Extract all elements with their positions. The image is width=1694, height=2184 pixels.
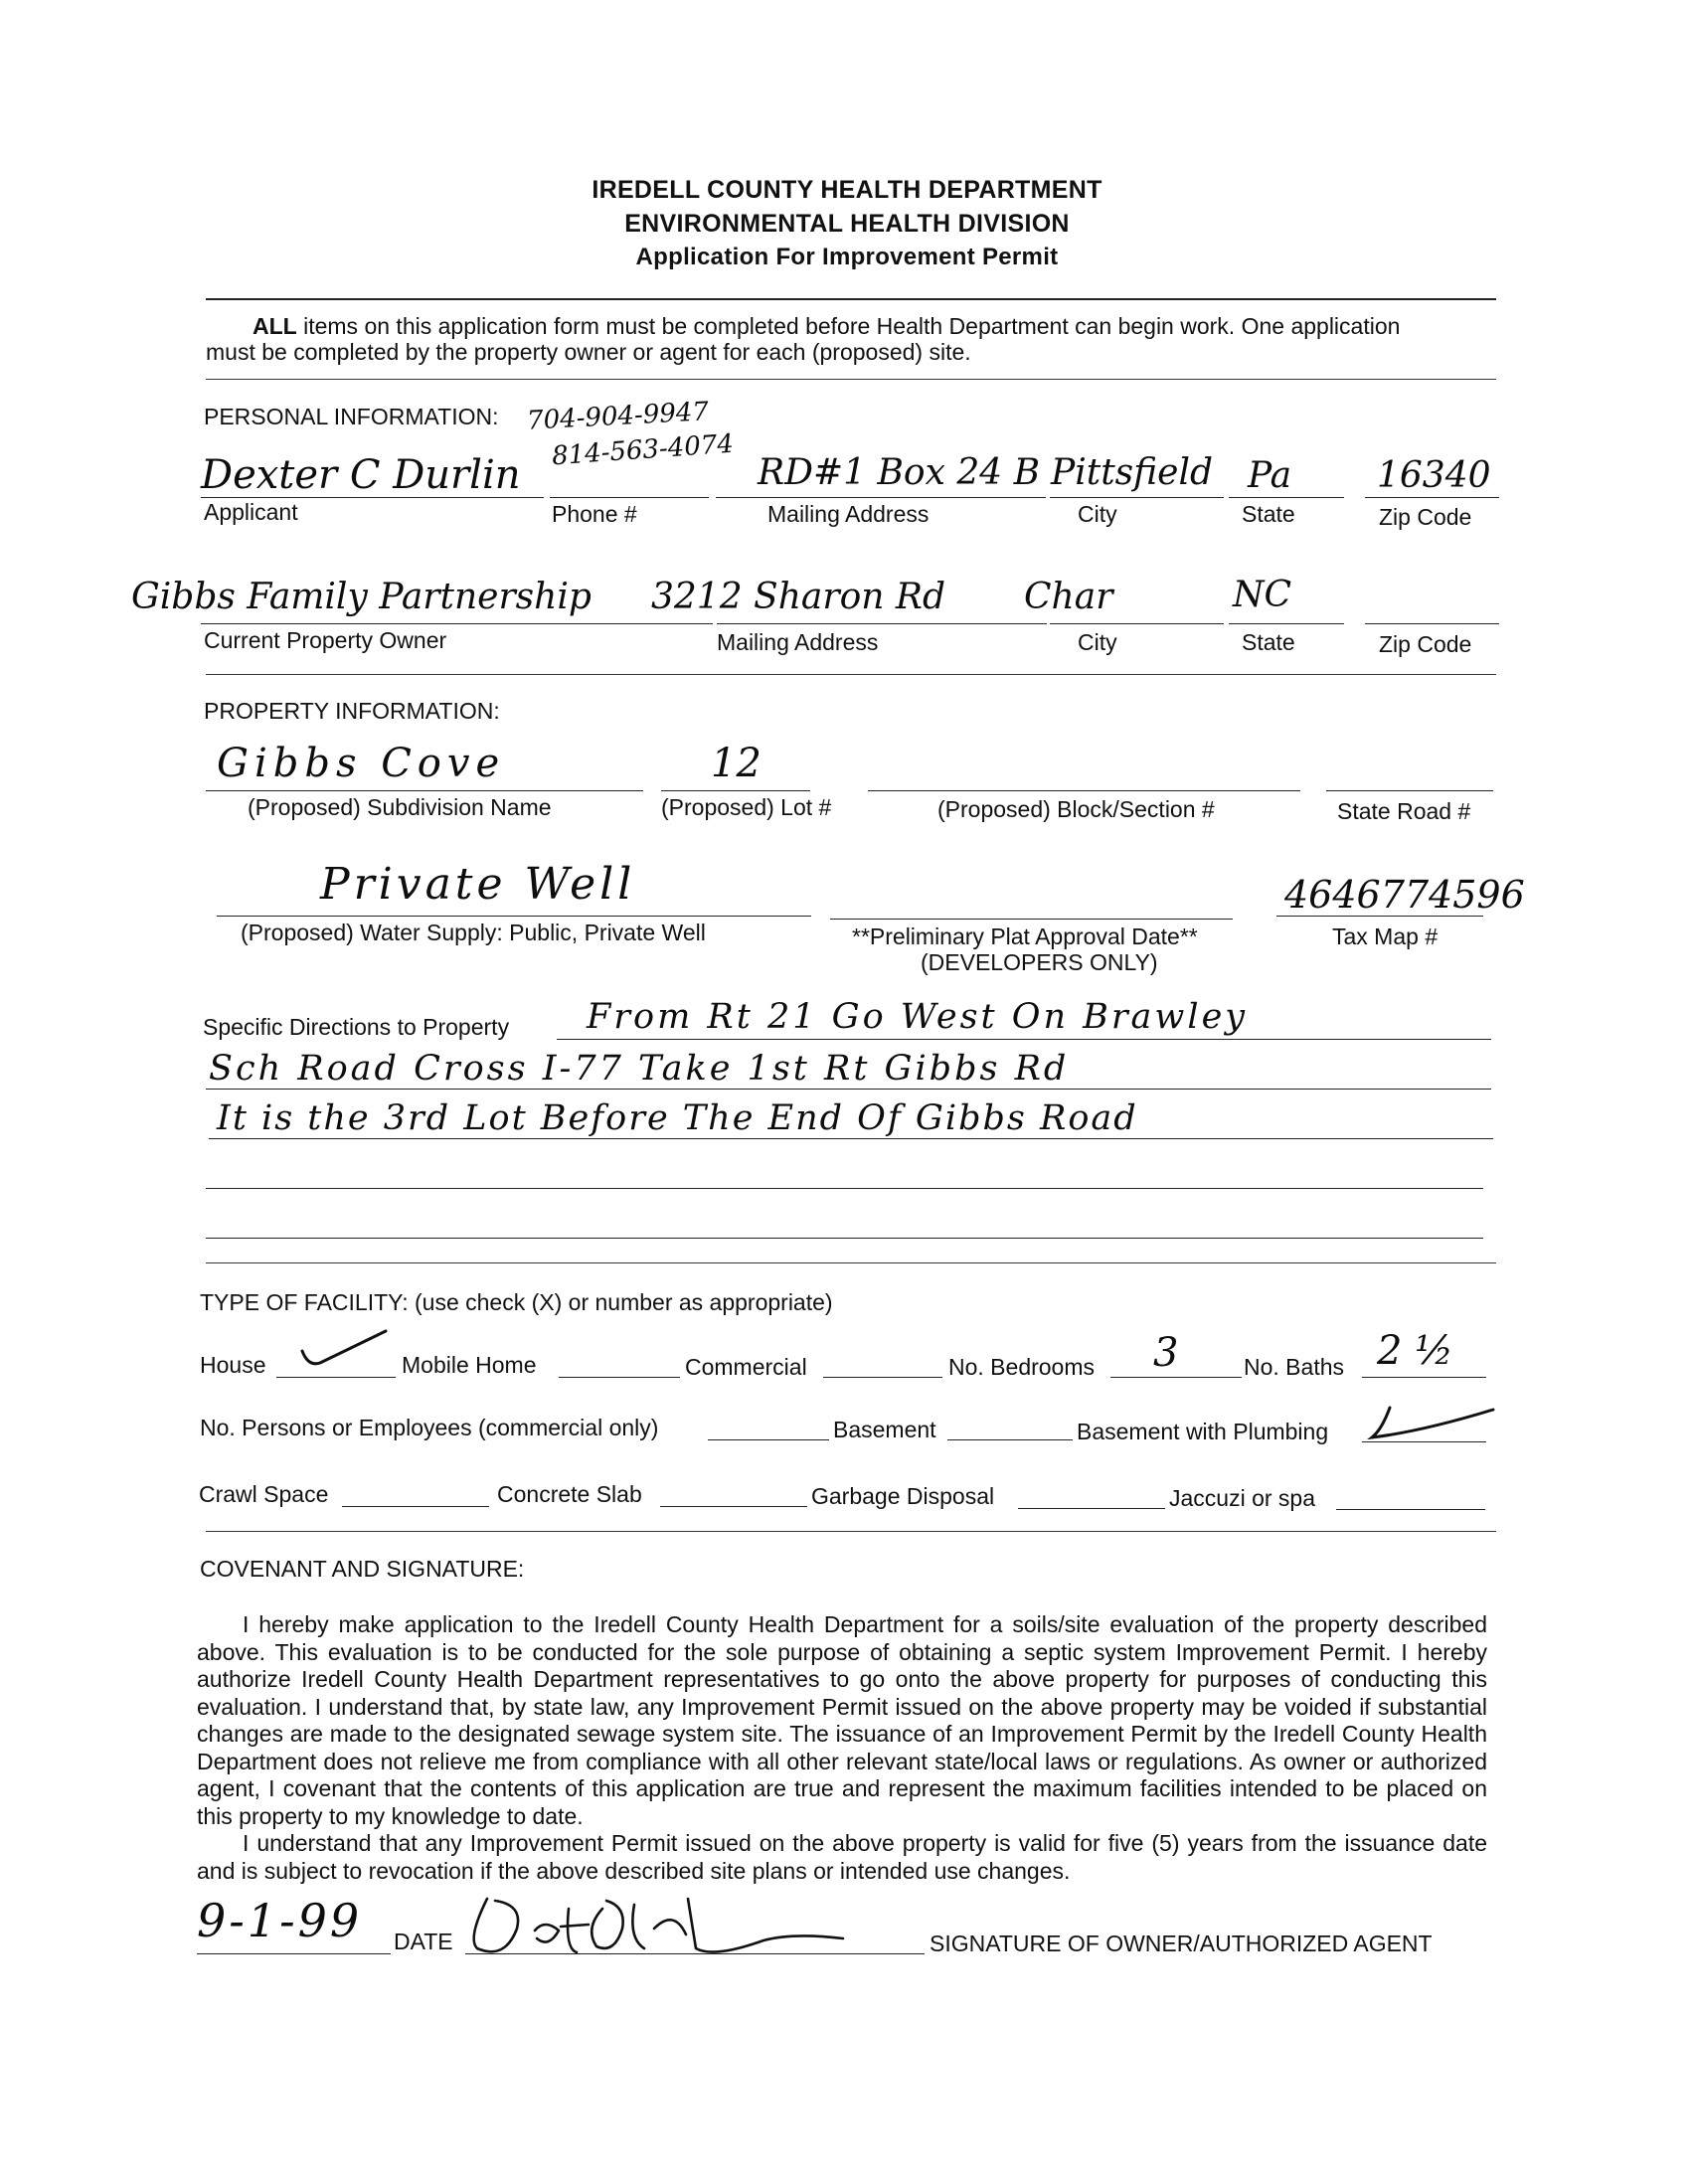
- owner-zip-label: Zip Code: [1379, 631, 1472, 657]
- instructions-rule: [206, 379, 1496, 380]
- baths-label: No. Baths: [1244, 1354, 1344, 1380]
- state-road-line: [1326, 790, 1493, 791]
- instructions-line1: [253, 313, 1400, 340]
- persons-label: No. Persons or Employees (commercial only): [200, 1415, 659, 1440]
- lot-label: (Proposed) Lot #: [661, 794, 832, 820]
- covenant-paragraph-1: I hereby make application to the Iredell County Health Department for a soils/site evaluation of the property described above. This evaluation is to be conducted for the sole purpose of obtaining a septic system Improvement Permit. I hereby authorize Iredell County Health Department representatives to go onto the above property for purposes of conducting this evaluation. I understand that, by state law, any Improvement Permit issued on the above property may be voided if substantial changes are made to the designated sewage system site. The issuance of an Improvement Permit by the Iredell County Health Department does not relieve me from compliance with all other relevant state/local laws or regulations. As owner or authorized agent, I covenant that the contents of this application are true and represent the maximum facilities intended to be placed on this property to my knowledge to date.: [197, 1611, 1487, 1829]
- basement-line: [947, 1439, 1073, 1440]
- directions-label: Specific Directions to Property: [203, 1014, 510, 1040]
- owner-state-label: State: [1242, 629, 1295, 655]
- phone-label: Phone #: [552, 501, 637, 527]
- header-rule: [206, 298, 1496, 300]
- owner-name-line: [201, 623, 713, 624]
- baths-line: [1362, 1377, 1486, 1378]
- house-line: [276, 1377, 396, 1378]
- city-label: City: [1078, 501, 1117, 527]
- plat-date-line: [830, 919, 1233, 920]
- house-checkmark[interactable]: [298, 1327, 393, 1372]
- owner-state-value[interactable]: NC: [1233, 575, 1292, 615]
- phone-value[interactable]: 814-563-4074: [551, 428, 735, 472]
- owner-mailing-line: [717, 623, 1047, 624]
- zip-line: [1365, 497, 1499, 498]
- subdivision-value[interactable]: Gibbs Cove: [217, 741, 506, 786]
- owner-state-line: [1229, 623, 1344, 624]
- date-value[interactable]: 9-1-99: [197, 1894, 363, 1947]
- directions-line2-value[interactable]: Sch Road Cross I-77 Take 1st Rt Gibbs Rd: [209, 1049, 1070, 1089]
- city-line: [1050, 497, 1224, 498]
- personal-heading: PERSONAL INFORMATION:: [204, 404, 499, 429]
- zip-value[interactable]: 16340: [1377, 455, 1491, 496]
- subdivision-line: [206, 790, 643, 791]
- owner-zip-line: [1365, 623, 1499, 624]
- directions-line3-value[interactable]: It is the 3rd Lot Before The End Of Gibbs Road: [217, 1098, 1138, 1138]
- state-value[interactable]: Pa: [1248, 455, 1292, 496]
- baths-value[interactable]: 2 ½: [1377, 1328, 1453, 1374]
- owner-city-label: City: [1078, 629, 1117, 655]
- date-label: DATE: [394, 1929, 453, 1954]
- owner-mailing-value[interactable]: 3212 Sharon Rd: [651, 577, 946, 617]
- garbage-disposal-line: [1018, 1508, 1165, 1509]
- form-title: Application For Improvement Permit: [635, 244, 1059, 270]
- water-supply-value[interactable]: Private Well: [320, 859, 636, 910]
- owner-city-line: [1050, 623, 1224, 624]
- covenant-text: [197, 1611, 1487, 1885]
- commercial-line: [823, 1377, 942, 1378]
- directions-line1-value[interactable]: From Rt 21 Go West On Brawley: [587, 997, 1249, 1037]
- instructions-line2: must be completed by the property owner or agent for each (proposed) site.: [206, 339, 971, 365]
- directions-line5: [206, 1238, 1483, 1239]
- plat-date-label: **Preliminary Plat Approval Date**: [852, 924, 1198, 949]
- crawl-space-label: Crawl Space: [199, 1481, 329, 1507]
- block-line: [868, 790, 1300, 791]
- owner-name-value[interactable]: Gibbs Family Partnership: [131, 577, 592, 617]
- mobile-home-label: Mobile Home: [402, 1352, 537, 1378]
- covenant-heading: COVENANT AND SIGNATURE:: [200, 1556, 525, 1582]
- basement-plumbing-checkmark[interactable]: [1362, 1400, 1501, 1444]
- division-title: ENVIRONMENTAL HEALTH DIVISION: [624, 210, 1070, 238]
- directions-line2: [206, 1089, 1491, 1090]
- instructions-text: items on this application form must be completed before Health Department can begin work. One application: [296, 313, 1401, 339]
- tax-map-line: [1276, 916, 1483, 917]
- concrete-slab-label: Concrete Slab: [497, 1481, 642, 1507]
- property-heading: PROPERTY INFORMATION:: [204, 698, 500, 724]
- tax-map-label: Tax Map #: [1332, 924, 1439, 949]
- zip-label: Zip Code: [1379, 504, 1472, 530]
- crawl-space-line: [342, 1506, 489, 1507]
- basement-plumbing-label: Basement with Plumbing: [1077, 1419, 1329, 1444]
- owner-label: Current Property Owner: [204, 627, 447, 653]
- covenant-paragraph-2: I understand that any Improvement Permit issued on the above property is valid for five (5) years from the issuance date and is subject to revocation if the above described site plans or intended use changes.: [197, 1830, 1487, 1884]
- jaccuzi-label: Jaccuzi or spa: [1169, 1485, 1316, 1511]
- date-line: [197, 1953, 391, 1954]
- applicant-line: [201, 497, 544, 498]
- instructions-all: ALL: [253, 313, 297, 339]
- signature-line: [465, 1953, 925, 1954]
- bedrooms-value[interactable]: 3: [1153, 1330, 1179, 1376]
- bedrooms-line: [1110, 1377, 1242, 1378]
- directions-line1: [557, 1039, 1491, 1040]
- applicant-label: Applicant: [204, 499, 298, 525]
- department-title: IREDELL COUNTY HEALTH DEPARTMENT: [592, 176, 1102, 204]
- mailing-line: [716, 497, 1046, 498]
- lot-line: [661, 790, 810, 791]
- directions-line3: [209, 1138, 1493, 1139]
- mailing-value[interactable]: RD#1 Box 24 B: [758, 452, 1041, 493]
- city-value[interactable]: Pittsfield: [1051, 452, 1214, 493]
- jaccuzi-line: [1336, 1509, 1485, 1510]
- state-line: [1229, 497, 1344, 498]
- garbage-disposal-label: Garbage Disposal: [811, 1483, 995, 1509]
- bedrooms-label: No. Bedrooms: [948, 1354, 1096, 1380]
- water-supply-label: (Proposed) Water Supply: Public, Private Well: [241, 920, 706, 945]
- owner-city-value[interactable]: Char: [1024, 577, 1113, 617]
- directions-line4: [206, 1188, 1483, 1189]
- commercial-label: Commercial: [685, 1354, 807, 1380]
- state-road-label: State Road #: [1337, 798, 1471, 824]
- water-supply-line: [217, 916, 811, 917]
- facility-rule: [206, 1531, 1496, 1532]
- phone-extra-value[interactable]: 704-904-9947: [526, 397, 710, 436]
- owner-mailing-label: Mailing Address: [717, 629, 879, 655]
- signature-label: SIGNATURE OF OWNER/AUTHORIZED AGENT: [930, 1931, 1433, 1956]
- owner-signature[interactable]: [465, 1869, 863, 1978]
- block-label: (Proposed) Block/Section #: [937, 796, 1215, 822]
- facility-heading: TYPE OF FACILITY: (use check (X) or number as appropriate): [200, 1289, 833, 1315]
- house-label: House: [200, 1352, 266, 1378]
- tax-map-value[interactable]: 4646774596: [1284, 873, 1525, 917]
- directions-rule: [206, 1262, 1496, 1263]
- subdivision-label: (Proposed) Subdivision Name: [248, 794, 552, 820]
- state-label: State: [1242, 501, 1295, 527]
- basement-label: Basement: [833, 1417, 936, 1442]
- lot-value[interactable]: 12: [711, 741, 762, 786]
- plat-note-label: (DEVELOPERS ONLY): [921, 949, 1158, 975]
- mailing-label: Mailing Address: [767, 501, 930, 527]
- phone-line: [550, 497, 709, 498]
- personal-rule: [206, 674, 1496, 675]
- applicant-value[interactable]: Dexter C Durlin: [201, 452, 521, 498]
- persons-line: [708, 1439, 829, 1440]
- concrete-slab-line: [660, 1506, 807, 1507]
- mobile-home-line: [559, 1377, 680, 1378]
